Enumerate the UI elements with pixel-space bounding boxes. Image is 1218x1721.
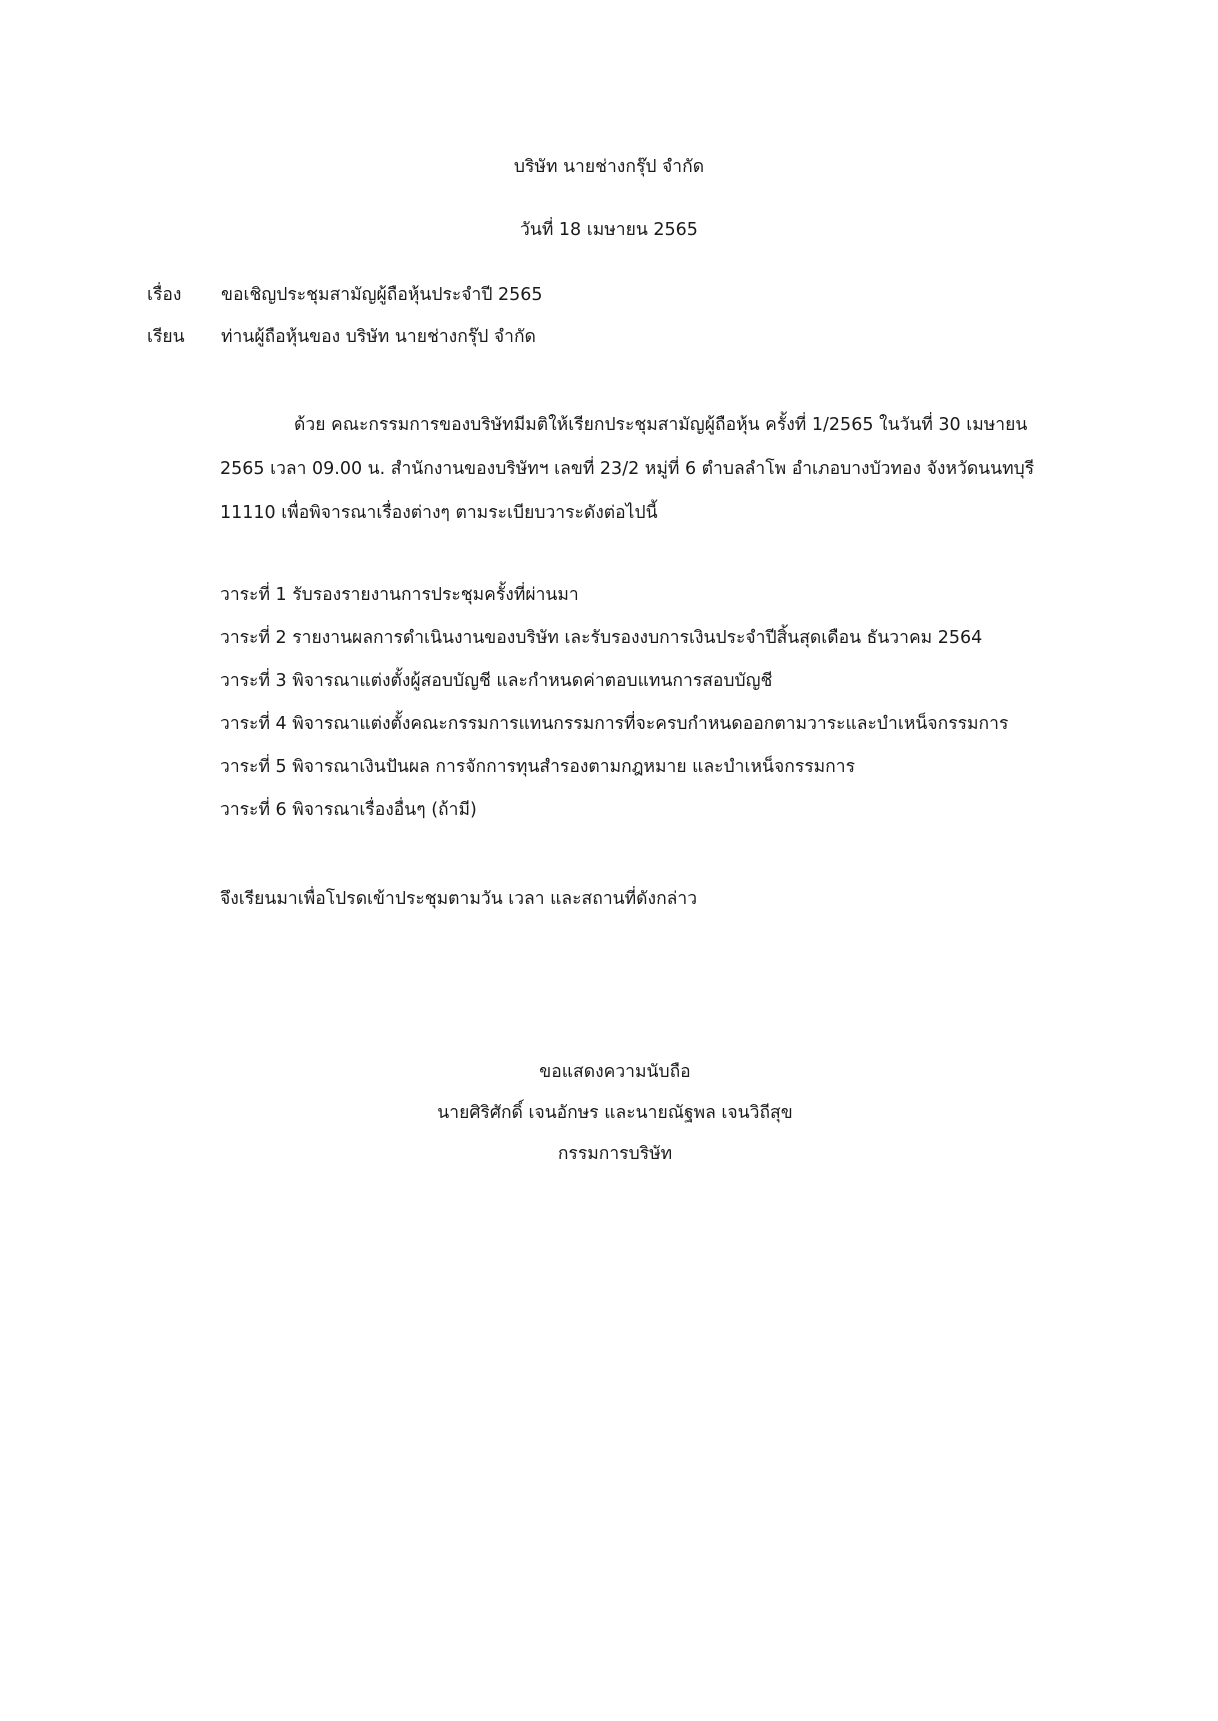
agenda-item: วาระที่ 1 รับรองรายงานการประชุมครั้งที่ผ่านมา xyxy=(220,585,579,605)
recipient-label: เรียน xyxy=(147,327,185,347)
subject-label: เรื่อง xyxy=(147,285,182,305)
company-name: บริษัท นายช่างกรุ๊ป จำกัด xyxy=(513,157,705,177)
body-paragraph-line: 11110 เพื่อพิจารณาเรื่องต่างๆ ตามระเบียบวาระดังต่อไปนี้ xyxy=(220,503,658,523)
agenda-item: วาระที่ 2 รายงานผลการดำเนินงานของบริษัท เละรับรองงบการเงินประจำปีสิ้นสุดเดือน ธันวาคม 2564 xyxy=(220,628,983,648)
recipient-text: ท่านผู้ถือหุ้นของ บริษัท นายช่างกรุ๊ป จำกัด xyxy=(221,327,536,347)
letter-date: วันที่ 18 เมษายน 2565 xyxy=(520,220,698,240)
body-paragraph-line: 2565 เวลา 09.00 น. สำนักงานของบริษัทฯ เลขที่ 23/2 หมู่ที่ 6 ตำบลลำโพ อำเภอบางบัวทอง จังหวัดนนทบุรี xyxy=(220,459,1035,479)
closing-statement: จึงเรียนมาเพื่อโปรดเข้าประชุมตามวัน เวลา และสถานที่ดังกล่าว xyxy=(220,889,698,909)
body-paragraph-line: ด้วย คณะกรรมการของบริษัทมีมติให้เรียกประชุมสามัญผู้ถือหุ้น ครั้งที่ 1/2565 ในวันที่ 30 เมษายน xyxy=(294,415,1028,435)
agenda-item: วาระที่ 3 พิจารณาแต่งตั้งผู้สอบบัญชี และกำหนดค่าตอบแทนการสอบบัญชี xyxy=(220,671,773,691)
agenda-item: วาระที่ 5 พิจารณาเงินปันผล การจักการทุนสำรองตามกฎหมาย และบำเหน็จกรรมการ xyxy=(220,757,855,777)
signature-regards: ขอแสดงความนับถือ xyxy=(539,1062,691,1082)
subject-row xyxy=(147,280,543,308)
subject-text: ขอเชิญประชุมสามัญผู้ถือหุ้นประจำปี 2565 xyxy=(221,285,543,305)
agenda-list xyxy=(220,580,1008,838)
agenda-item: วาระที่ 4 พิจารณาแต่งตั้งคณะกรรมการแทนกรรมการที่จะครบกำหนดออกตามวาระและบำเหน็จกรรมการ xyxy=(220,714,1009,734)
recipient-row xyxy=(147,322,536,350)
agenda-item: วาระที่ 6 พิจารณาเรื่องอื่นๆ (ถ้ามี) xyxy=(220,800,477,820)
signatory-names: นายศิริศักดิ์ เจนอักษร และนายณัฐพล เจนวิถีสุข xyxy=(437,1103,793,1123)
signatory-title: กรรมการบริษัท xyxy=(557,1144,673,1164)
